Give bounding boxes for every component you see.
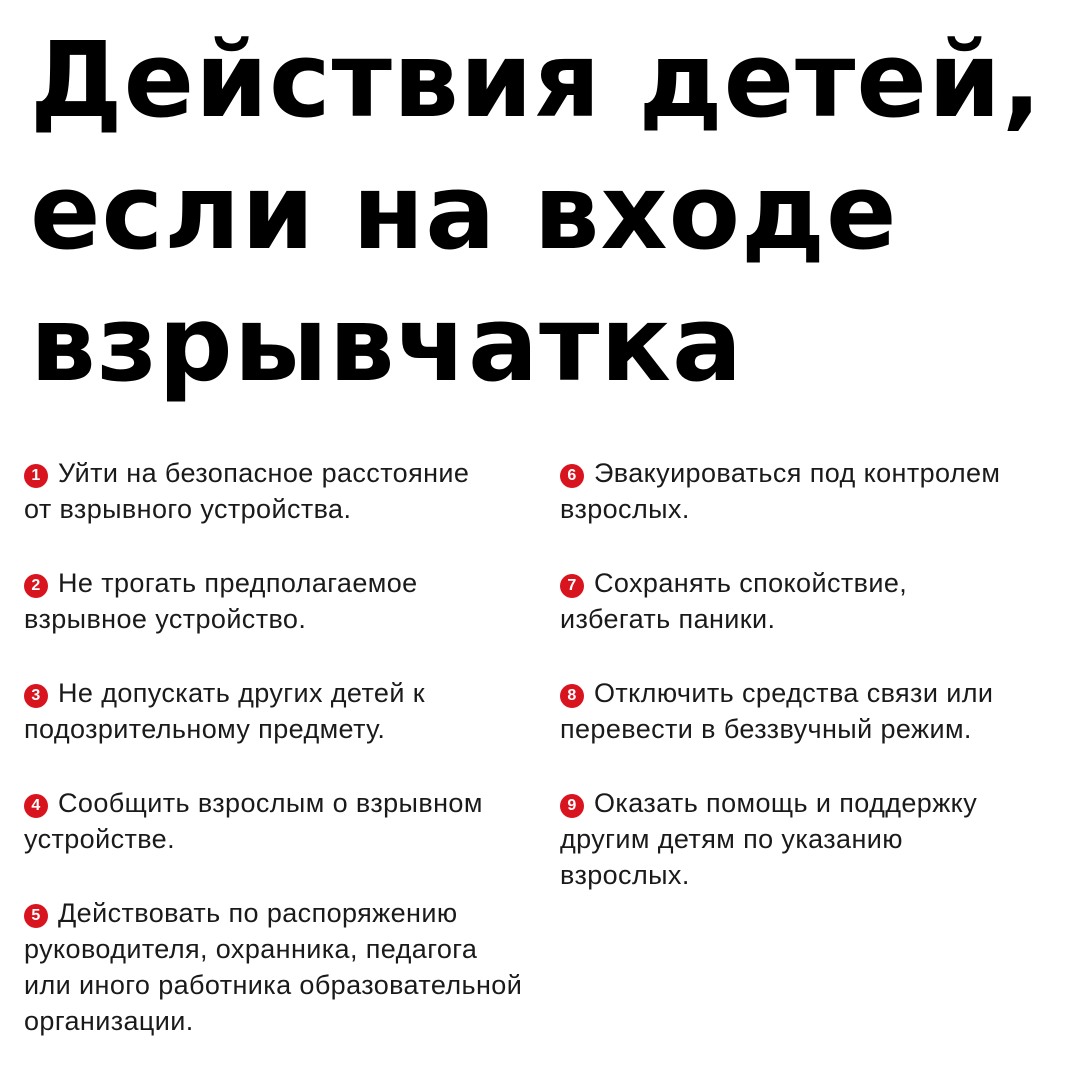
- instruction-text: Эвакуироваться под контролем взрослых.: [560, 458, 1001, 524]
- number-badge: 7: [560, 574, 584, 598]
- number-badge: 8: [560, 684, 584, 708]
- number-badge: 9: [560, 794, 584, 818]
- title-line-2: если на входе: [30, 151, 898, 273]
- instruction-item-3: [24, 675, 474, 747]
- number-badge: 1: [24, 464, 48, 488]
- instructions-left-column: [24, 455, 534, 1077]
- number-badge: 6: [560, 464, 584, 488]
- instruction-item-7: [560, 565, 960, 637]
- instruction-item-2: [24, 565, 464, 637]
- number-badge: 5: [24, 904, 48, 928]
- instruction-text: Уйти на безопасное расстояние от взрывного устройства.: [24, 458, 470, 524]
- instruction-item-5: [24, 895, 524, 1039]
- instruction-text: Сообщить взрослым о взрывном устройстве.: [24, 788, 483, 854]
- instruction-text: Отключить средства связи или перевести в беззвучный режим.: [560, 678, 994, 744]
- title-line-3: взрывчатка: [30, 283, 744, 405]
- page-title: [30, 14, 1050, 410]
- instruction-text: Не трогать предполагаемое взрывное устройство.: [24, 568, 418, 634]
- instruction-item-4: [24, 785, 529, 857]
- instructions-right-column: [560, 455, 1060, 931]
- instruction-item-9: [560, 785, 1030, 893]
- instruction-text: Не допускать других детей к подозрительному предмету.: [24, 678, 425, 744]
- instruction-item-8: [560, 675, 1040, 747]
- number-badge: 3: [24, 684, 48, 708]
- instruction-item-1: [24, 455, 504, 527]
- instruction-text: Действовать по распоряжению руководителя, охранника, педагога или иного работника образовательной организации.: [24, 898, 523, 1036]
- number-badge: 4: [24, 794, 48, 818]
- instruction-text: Сохранять спокойствие, избегать паники.: [560, 568, 908, 634]
- instruction-item-6: [560, 455, 1050, 527]
- number-badge: 2: [24, 574, 48, 598]
- instruction-text: Оказать помощь и поддержку другим детям по указанию взрослых.: [560, 788, 978, 890]
- title-line-1: Действия детей,: [30, 19, 1043, 141]
